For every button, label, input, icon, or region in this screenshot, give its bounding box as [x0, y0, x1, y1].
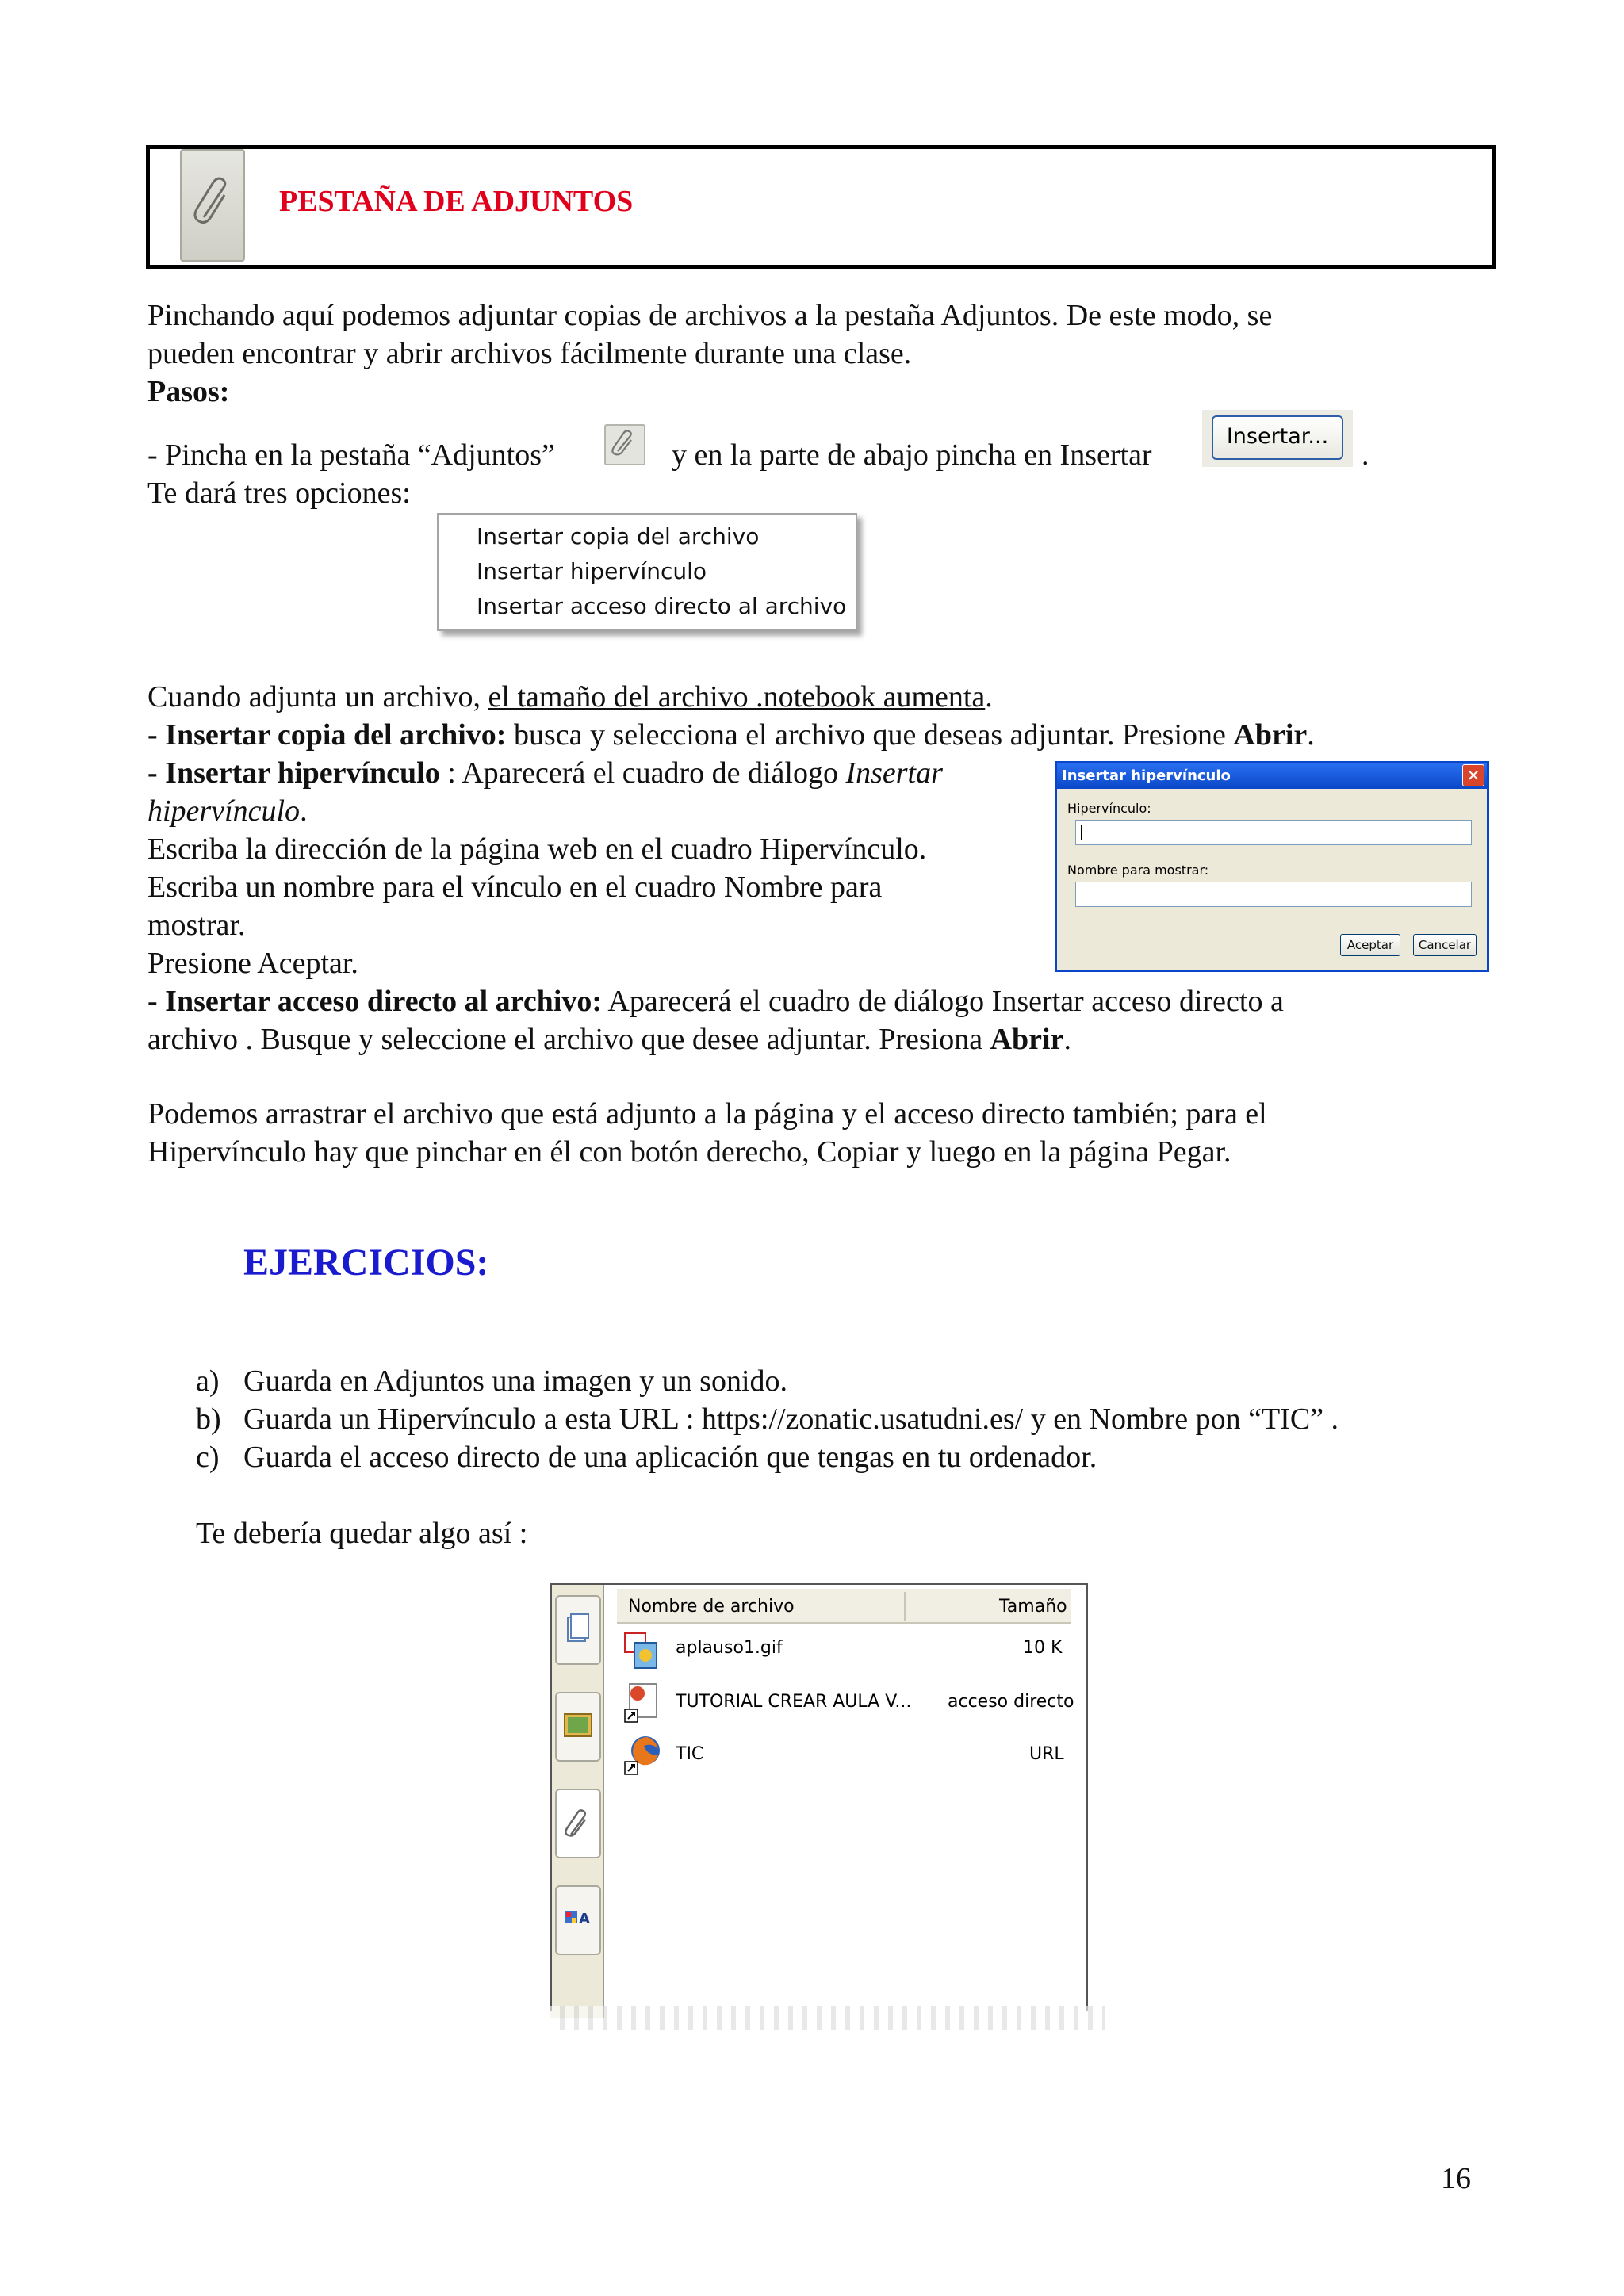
exercise-letter: c) [196, 1441, 220, 1474]
file-size: acceso directo [948, 1692, 1074, 1712]
insert-shortcut-term: - Insertar acceso directo al archivo: [147, 985, 603, 1018]
insert-shortcut-text: Aparecerá el cuadro de diálogo Insertar acceso directo a [602, 985, 1284, 1018]
insert-copy-text: busca y selecciona el archivo que deseas adjuntar. Presione [506, 718, 1234, 752]
file-name[interactable]: aplauso1.gif [676, 1638, 783, 1658]
pasos-heading: Pasos: [147, 375, 230, 408]
paperclip-icon [604, 424, 645, 465]
notebook-size-underlined: el tamaño del archivo .notebook aumenta [488, 680, 986, 714]
options-intro: Te dará tres opciones: [147, 476, 411, 510]
step-text-2: y en la parte de abajo pincha en Insertar [672, 438, 1152, 472]
insert-hyperlink-term: - Insertar hipervínculo [147, 756, 440, 790]
page-title: PESTAÑA DE ADJUNTOS [279, 185, 634, 218]
svg-text:A: A [579, 1911, 590, 1927]
insert-hyperlink-italic: Insertar [845, 756, 943, 790]
insert-copy-abrir: Abrir [1233, 718, 1308, 752]
exercise-text: Guarda un Hipervínculo a esta URL : https://zonatic.usatudni.es/ y en Nombre pon “TIC” . [243, 1402, 1339, 1436]
menu-item-insert-shortcut[interactable]: Insertar acceso directo al archivo [477, 593, 847, 619]
exercise-letter: a) [196, 1364, 220, 1398]
insert-hyperlink-line-2 [147, 792, 308, 830]
insert-shortcut-abrir: Abrir [990, 1023, 1064, 1056]
insert-copy-term: - Insertar copia del archivo: [147, 718, 507, 752]
paperclip-icon [180, 149, 245, 262]
insert-copy-paragraph [147, 716, 1315, 754]
exercise-text: Guarda el acceso directo de una aplicación que tengas en tu ordenador. [243, 1441, 1097, 1474]
insert-shortcut-paragraph [147, 982, 1284, 1020]
insertar-button[interactable]: Insertar... [1212, 415, 1343, 460]
file-name[interactable]: TUTORIAL CREAR AULA V... [676, 1692, 912, 1712]
text-cursor [1081, 825, 1082, 840]
cancel-button[interactable]: Cancelar [1413, 934, 1477, 956]
insert-options-menu [437, 513, 857, 631]
notebook-size-end: . [985, 680, 993, 714]
exercise-letter: b) [196, 1402, 221, 1436]
insert-hyperlink-period: . [300, 794, 308, 828]
file-size: URL [1029, 1744, 1064, 1764]
intro-line-2: pueden encontrar y abrir archivos fácilmente durante una clase. [147, 337, 912, 370]
display-name-input[interactable] [1075, 882, 1472, 907]
insert-hyperlink-paragraph [147, 754, 943, 792]
dialog-hyperlink-label: Hipervínculo: [1067, 801, 1151, 816]
notebook-size-paragraph [147, 678, 993, 716]
insert-copy-end: . [1307, 718, 1315, 752]
insert-hyperlink-line-6: Presione Aceptar. [147, 947, 358, 980]
column-header-name[interactable]: Nombre de archivo [628, 1597, 795, 1617]
drag-paragraph-line-2: Hipervínculo hay que pinchar en él con botón derecho, Copiar y luego en la página Pegar. [147, 1135, 1231, 1169]
dialog-display-name-label: Nombre para mostrar: [1067, 863, 1209, 878]
exercises-heading: EJERCICIOS: [243, 1242, 489, 1284]
panel-border [550, 1583, 1088, 2011]
intro-line-1: Pinchando aquí podemos adjuntar copias de archivos a la pestaña Adjuntos. De este modo, se [147, 299, 1273, 332]
close-icon[interactable]: ✕ [1462, 764, 1484, 786]
insert-shortcut-line-2 [147, 1020, 1071, 1058]
insert-shortcut-text-2: archivo . Busque y seleccione el archivo que desee adjuntar. Presiona [147, 1023, 990, 1056]
insert-hyperlink-line-4: Escriba un nombre para el vínculo en el cuadro Nombre para [147, 871, 883, 904]
insert-hyperlink-text: : Aparecerá el cuadro de diálogo [439, 756, 846, 790]
notebook-size-text: Cuando adjunta un archivo, [147, 680, 488, 714]
insert-hyperlink-italic-2: hipervínculo [147, 794, 301, 828]
column-header-size[interactable]: Tamaño [999, 1597, 1067, 1617]
torn-edge [550, 2006, 1105, 2030]
step-text-end: . [1362, 438, 1369, 472]
insert-hyperlink-line-3: Escriba la dirección de la página web en el cuadro Hipervínculo. [147, 832, 927, 866]
menu-item-insert-hyperlink[interactable]: Insertar hipervínculo [477, 558, 707, 584]
drag-paragraph-line-1: Podemos arrastrar el archivo que está adjunto a la página y el acceso directo también; para el [147, 1097, 1267, 1131]
step-text-1: - Pincha en la pestaña “Adjuntos” [147, 438, 555, 472]
insert-shortcut-end: . [1063, 1023, 1071, 1056]
file-name[interactable]: TIC [676, 1744, 704, 1764]
hyperlink-input[interactable] [1075, 820, 1472, 845]
file-size: 10 K [1023, 1638, 1063, 1658]
insert-hyperlink-line-5: mostrar. [147, 909, 246, 942]
exercise-text: Guarda en Adjuntos una imagen y un sonido. [243, 1364, 788, 1398]
dialog-title: Insertar hipervínculo [1057, 763, 1487, 789]
page-number: 16 [1441, 2162, 1471, 2195]
accept-button[interactable]: Aceptar [1340, 934, 1400, 956]
result-intro: Te debería quedar algo así : [196, 1517, 528, 1550]
menu-item-insert-copy[interactable]: Insertar copia del archivo [477, 523, 760, 549]
